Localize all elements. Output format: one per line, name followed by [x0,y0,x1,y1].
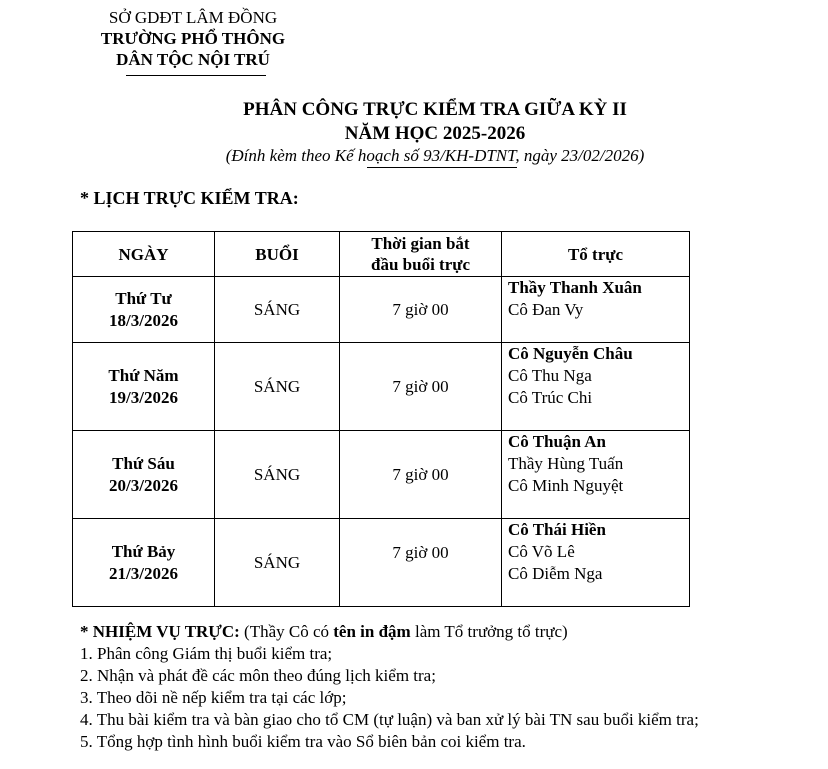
team-leader: Cô Thuận An [508,432,606,451]
day-cell [73,519,215,607]
duties-note-bold: tên in đậm [333,622,411,641]
title-line1: PHÂN CÔNG TRỰC KIỂM TRA GIỮA KỲ II [243,99,627,120]
team-member: Cô Minh Nguyệt [508,476,624,495]
date: 20/3/2026 [109,475,178,495]
column-header-session: BUỔI [215,232,340,277]
column-header-time-line1: Thời gian bắt [371,234,470,253]
duty-item: 3. Theo dõi nề nếp kiểm tra tại các lớp; [80,688,347,707]
time-cell: 7 giờ 00 [340,277,502,343]
time-cell: 7 giờ 00 [340,431,502,519]
weekday: Thứ Sáu [112,453,175,473]
team-cell [502,343,690,431]
weekday: Thứ Bảy [111,541,176,561]
day-cell [73,277,215,343]
header-divider [126,75,266,76]
day-cell [73,343,215,431]
department-name: SỞ GDĐT LÂM ĐỒNG [108,8,278,27]
document-title [0,98,828,146]
session-cell: SÁNG [215,431,340,519]
school-header [78,7,308,70]
team-member: Cô Thu Nga [508,366,592,385]
duty-item: 2. Nhận và phát đề các môn theo đúng lịch kiểm tra; [80,666,436,685]
team-leader: Thầy Thanh Xuân [508,278,642,297]
team-member: Cô Đan Vy [508,300,584,319]
team-cell [502,519,690,607]
column-header-day: NGÀY [73,232,215,277]
table-row [73,431,690,519]
session-cell: SÁNG [215,519,340,607]
document-subtitle: (Đính kèm theo Kế hoạch số 93/KH-DTNT, ngày 23/02/2026) [225,146,645,165]
table-row [73,277,690,343]
team-member: Cô Diễm Nga [508,564,603,583]
column-header-time [340,232,502,277]
school-name-line1: TRƯỜNG PHỔ THÔNG [100,29,286,48]
duties-note-part2: làm Tổ trưởng tổ trực) [410,622,568,641]
time-cell [340,519,502,607]
title-line2: NĂM HỌC 2025-2026 [344,123,526,144]
weekday: Thứ Năm [108,365,179,385]
team-cell [502,277,690,343]
team-leader: Cô Thái Hiền [508,520,606,539]
subtitle-underline [367,167,517,168]
table-row [73,519,690,607]
team-member: Cô Võ Lê [508,542,575,561]
date: 18/3/2026 [109,310,178,330]
team-member: Cô Trúc Chi [508,388,593,407]
duty-item: 4. Thu bài kiểm tra và bàn giao cho tổ CM (tự luận) và ban xử lý bài TN sau buổi kiểm tra; [80,710,699,729]
team-cell [502,431,690,519]
time-cell: 7 giờ 00 [340,343,502,431]
duties-section [80,621,699,753]
day-cell [73,431,215,519]
date: 21/3/2026 [109,563,178,583]
session-cell: SÁNG [215,343,340,431]
team-leader: Cô Nguyễn Châu [508,344,633,363]
weekday: Thứ Tư [115,288,172,308]
school-name-line2: DÂN TỘC NỘI TRÚ [116,50,270,69]
schedule-table [72,231,690,607]
team-member: Thầy Hùng Tuấn [508,454,624,473]
date: 19/3/2026 [109,387,178,407]
time-text: 7 giờ 00 [392,542,449,562]
duties-heading: * NHIỆM VỤ TRỰC: [80,622,240,641]
duty-item: 1. Phân công Giám thị buổi kiểm tra; [80,644,333,663]
schedule-heading: * LỊCH TRỰC KIỂM TRA: [80,188,299,208]
duties-heading-line [80,621,699,643]
session-cell: SÁNG [215,277,340,343]
duty-item: 5. Tổng hợp tình hình buổi kiểm tra vào Sổ biên bản coi kiểm tra. [80,732,526,751]
column-header-time-line2: đầu buổi trực [371,255,470,274]
table-header-row [73,232,690,277]
table-row [73,343,690,431]
duties-note-part1: (Thầy Cô có [239,622,334,641]
column-header-team: Tổ trực [502,232,690,277]
